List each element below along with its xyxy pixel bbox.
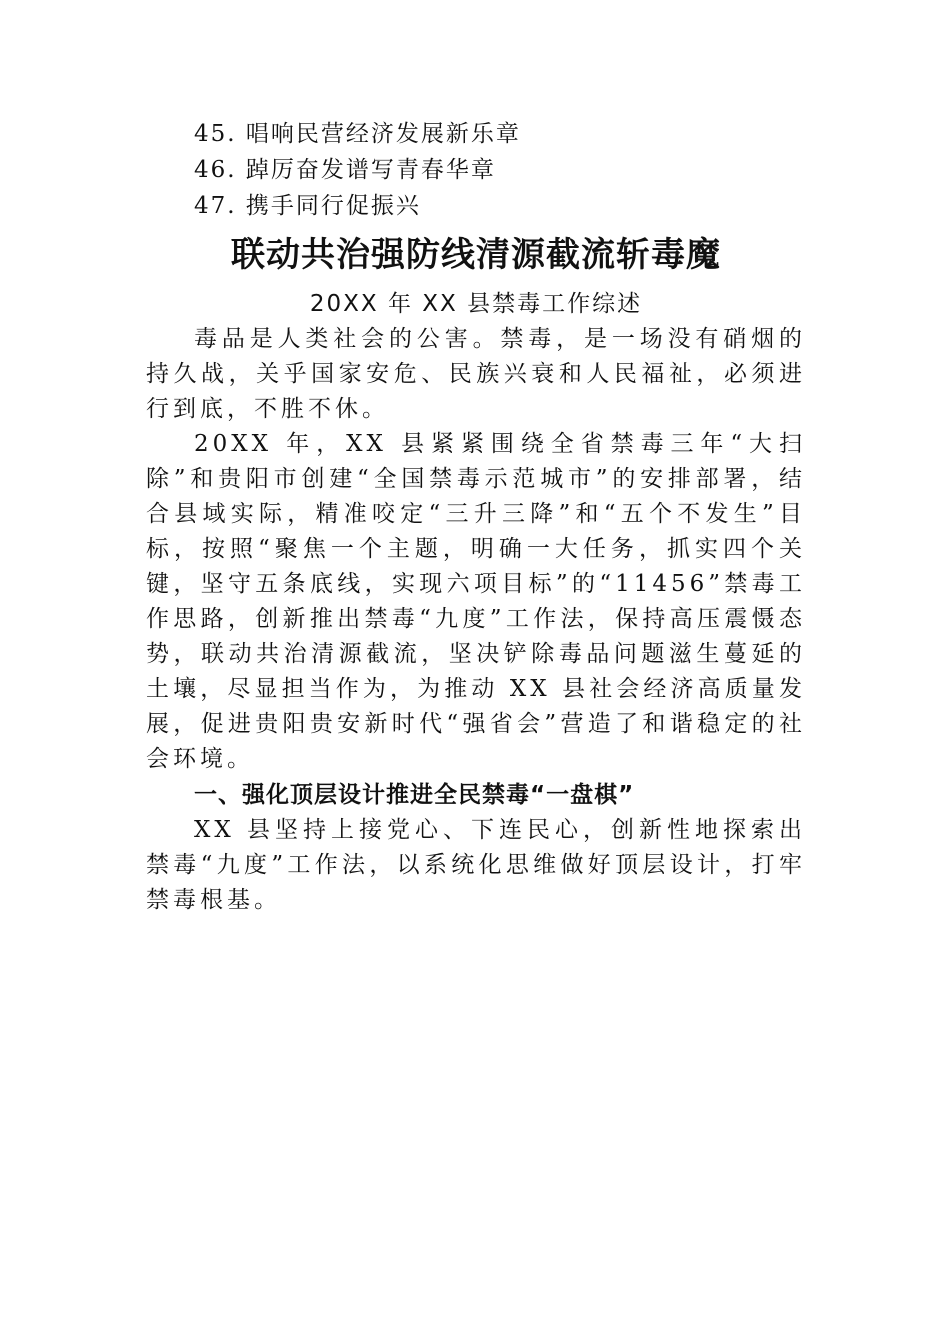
document-page (146, 116, 806, 918)
summary-paragraph: 20XX 年，XX 县紧紧围绕全省禁毒三年“大扫除”和贵阳市创建“全国禁毒示范城市”的安排部署，结合县域实际，精准咬定“三升三降”和“五个不发生”目标，按照“聚焦一个主题，明确一大任务，抓实四个关键，坚守五条底线，实现六项目标”的“11456”禁毒工作思路，创新推出禁毒“九度”工作法，保持高压震慑态势，联动共治清源截流，坚决铲除毒品问题滋生蔓延的土壤，尽显担当作为，为推动 XX 县社会经济高质量发展，促进贵阳贵安新时代“强省会”营造了和谐稳定的社会环境。 (146, 431, 806, 772)
article-subtitle: 20XX 年 XX 县禁毒工作综述 (309, 291, 643, 317)
intro-paragraph: 毒品是人类社会的公害。禁毒，是一场没有硝烟的持久战，关乎国家安危、民族兴衰和人民福祉，必须进行到底，不胜不休。 (146, 326, 806, 422)
list-item: 46. 踔厉奋发谱写青春华章 (194, 157, 496, 183)
section-heading: 一、强化顶层设计推进全民禁毒“一盘棋” (194, 782, 635, 808)
section-paragraph: XX 县坚持上接党心、下连民心，创新性地探索出禁毒“九度”工作法，以系统化思维做好顶层设计，打牢禁毒根基。 (146, 817, 806, 913)
title-list (146, 116, 806, 224)
list-item: 47. 携手同行促振兴 (194, 193, 421, 219)
article-title: 联动共治强防线清源截流斩毒魔 (231, 235, 721, 275)
list-item: 45. 唱响民营经济发展新乐章 (194, 121, 521, 147)
